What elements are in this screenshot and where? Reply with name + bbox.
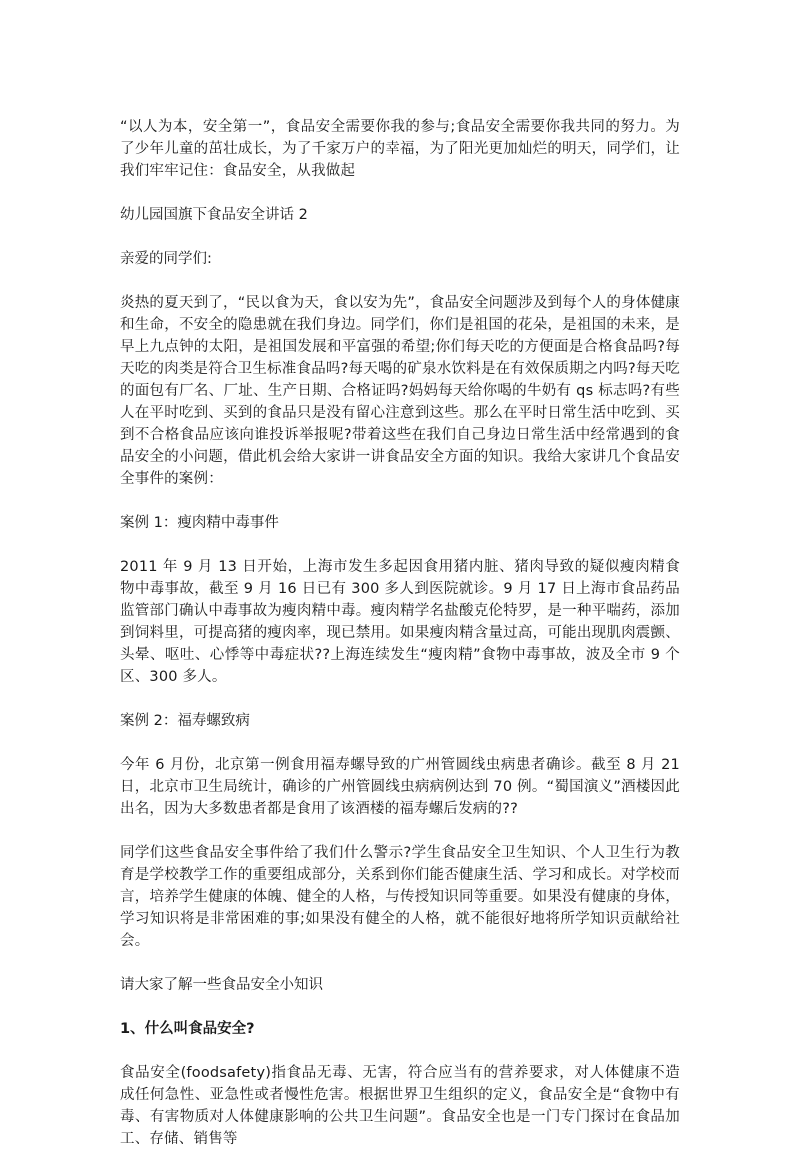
document-page: [120, 116, 680, 1172]
greeting: 亲爱的同学们:: [120, 251, 212, 267]
paragraph-intro: 炎热的夏天到了，“民以食为天，食以安为先”，食品安全问题涉及到每个人的身体健康和生命，不安全的隐患就在我们身边。同学们，你们是祖国的花朵，是祖国的未来，是早上九点钟的太阳，是祖国发展和平富强的希望;你们每天吃的方便面是合格食品吗?每天吃的肉类是符合卫生标准食品吗?每天喝的矿泉水饮料是在有效保质期之内吗?每天吃的面包有厂名、厂址、生产日期、合格证吗?妈妈每天给你喝的牛奶有 qs 标志吗?有些人在平时吃到、买到的食品只是没有留心注意到这些。那么在平时日常生活中吃到、买到不合格食品应该向谁投诉举报呢?带着这些在我们自己身边日常生活中经常遇到的食品安全的小问题，借此机会给大家讲一讲食品安全方面的知识。我给大家讲几个食品安全事件的案例：: [120, 295, 680, 487]
paragraph-closing: “以人为本，安全第一”，食品安全需要你我的参与;食品安全需要你我共同的努力。为了少年儿童的茁壮成长，为了千家万户的幸福，为了阳光更加灿烂的明天，同学们，让我们牢牢记住：食品安全，从我做起: [120, 119, 680, 179]
case1-title: 案例 1：瘦肉精中毒事件: [120, 515, 279, 531]
paragraph-warning: 同学们这些食品安全事件给了我们什么警示?学生食品安全卫生知识、个人卫生行为教育是学校教学工作的重要组成部分，关系到你们能否健康生活、学习和成长。对学校而言，培养学生健康的体魄、健全的人格，与传授知识同等重要。如果没有健康的身体，学习知识将是非常困难的事;如果没有健全的人格，就不能很好地将所学知识贡献给社会。: [120, 845, 680, 949]
knowledge-intro: 请大家了解一些食品安全小知识: [120, 977, 323, 993]
case1-body: 2011 年 9 月 13 日开始，上海市发生多起因食用猪内脏、猪肉导致的疑似瘦肉精食物中毒事故，截至 9 月 16 日已有 300 多人到医院就诊。9 月 17 日上海市食品药品监管部门确认中毒事故为瘦肉精中毒。瘦肉精学名盐酸克伦特罗，是一种平喘药，添加到饲料里，可提高猪的瘦肉率，现已禁用。如果瘦肉精含量过高，可能出现肌肉震颤、头晕、呕吐、心悸等中毒症状??上海连续发生“瘦肉精”食物中毒事故，波及全市 9 个区、300 多人。: [120, 559, 680, 685]
case2-body: 今年 6 月份，北京第一例食用福寿螺导致的广州管圆线虫病患者确诊。截至 8 月 21 日，北京市卫生局统计，确诊的广州管圆线虫病病例达到 70 例。“蜀国演义”酒楼因此出名，因为大多数患者都是食用了该酒楼的福寿螺后发病的??: [120, 757, 680, 817]
question-heading: 1、什么叫食品安全?: [120, 1021, 255, 1037]
case2-title: 案例 2：福寿螺致病: [120, 713, 250, 729]
paragraph-definition: 食品安全(foodsafety)指食品无毒、无害，符合应当有的营养要求，对人体健康不造成任何急性、亚急性或者慢性危害。根据世界卫生组织的定义，食品安全是“食物中有毒、有害物质对人体健康影响的公共卫生问题”。食品安全也是一门专门探讨在食品加工、存储、销售等: [120, 1065, 680, 1147]
section-title: 幼儿园国旗下食品安全讲话 2: [120, 207, 308, 223]
